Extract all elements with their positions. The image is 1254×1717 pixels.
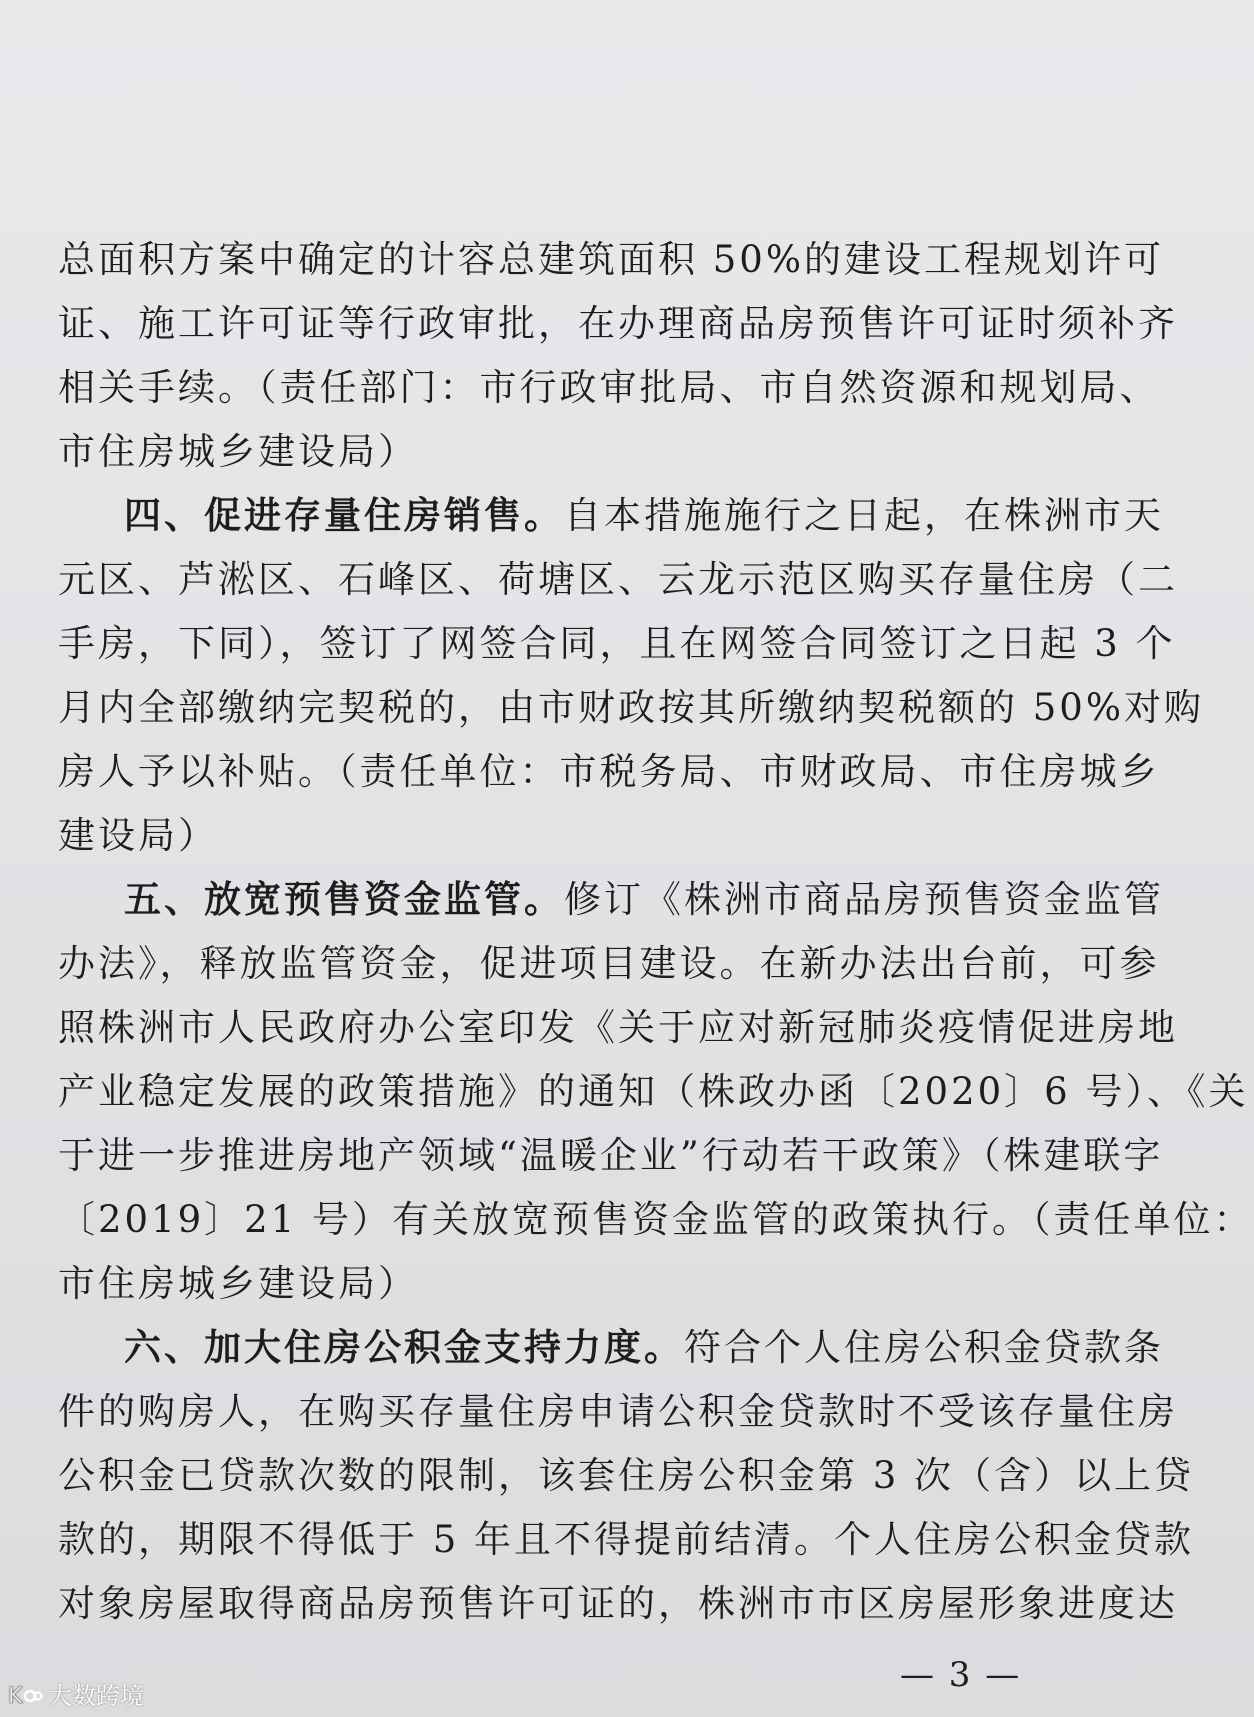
text-line: 于进一步推进房地产领域“温暖企业”行动若干政策》（株建联字 — [58, 1134, 1164, 1177]
section-heading: 五、放宽预售资金监管。 — [124, 878, 564, 921]
section-first-line — [58, 1316, 1164, 1380]
watermark-text: 大数跨境 — [48, 1682, 144, 1710]
section-first-line — [58, 868, 1164, 932]
document-body — [58, 228, 1254, 1636]
text-line: 照株洲市人民政府办公室印发《关于应对新冠肺炎疫情促进房地 — [58, 1006, 1178, 1049]
section-4 — [58, 484, 1204, 868]
text-line: 市住房城乡建设局） — [58, 1262, 418, 1305]
text-line: 件的购房人，在购买存量住房申请公积金贷款时不受该存量住房 — [58, 1390, 1178, 1433]
section-heading: 四、促进存量住房销售。 — [124, 494, 564, 537]
text-line: 市住房城乡建设局） — [58, 430, 418, 473]
text-line: 证、施工许可证等行政审批，在办理商品房预售许可证时须补齐 — [58, 302, 1178, 345]
section-first-line — [58, 484, 1164, 548]
section-heading: 六、加大住房公积金支持力度。 — [124, 1326, 684, 1369]
text-line: 产业稳定发展的政策措施》的通知（株政办函〔2020〕6 号）、《关 — [58, 1070, 1249, 1113]
text-line: 房人予以补贴。（责任单位：市税务局、市财政局、市住房城乡 — [58, 750, 1160, 793]
text-line: 公积金已贷款次数的限制，该套住房公积金第 3 次（含）以上贷 — [58, 1454, 1195, 1497]
text-line: 手房，下同），签订了网签合同，且在网签合同签订之日起 3 个 — [58, 622, 1176, 665]
text-line: 月内全部缴纳完契税的，由市财政按其所缴纳契税额的 50%对购 — [58, 686, 1204, 729]
text-segment: 自本措施施行之日起，在株洲市天 — [564, 494, 1164, 537]
section-6 — [58, 1316, 1195, 1636]
paragraph-continuation — [58, 228, 1178, 484]
text-line: 元区、芦淞区、石峰区、荷塘区、云龙示范区购买存量住房（二 — [58, 558, 1178, 601]
watermark — [8, 1676, 144, 1711]
section-5 — [58, 868, 1254, 1316]
svg-text:K: K — [8, 1683, 23, 1709]
kdo-logo-icon — [8, 1679, 42, 1709]
text-segment: 符合个人住房公积金贷款条 — [684, 1326, 1164, 1369]
text-line: 对象房屋取得商品房预售许可证的，株洲市市区房屋形象进度达 — [58, 1582, 1178, 1625]
text-segment: 修订《株洲市商品房预售资金监管 — [564, 878, 1164, 921]
text-line: 建设局） — [58, 814, 218, 857]
text-line: 办法》，释放监管资金，促进项目建设。在新办法出台前，可参 — [58, 942, 1160, 985]
text-line: 款的，期限不得低于 5 年且不得提前结清。个人住房公积金贷款 — [58, 1518, 1195, 1561]
text-line: 相关手续。（责任部门：市行政审批局、市自然资源和规划局、 — [58, 366, 1160, 409]
text-line: 总面积方案中确定的计容总建筑面积 50%的建设工程规划许可 — [58, 238, 1164, 281]
text-line: 〔2019〕21 号）有关放宽预售资金监管的政策执行。（责任单位： — [58, 1198, 1254, 1241]
page-number: — 3 — — [900, 1655, 1022, 1695]
